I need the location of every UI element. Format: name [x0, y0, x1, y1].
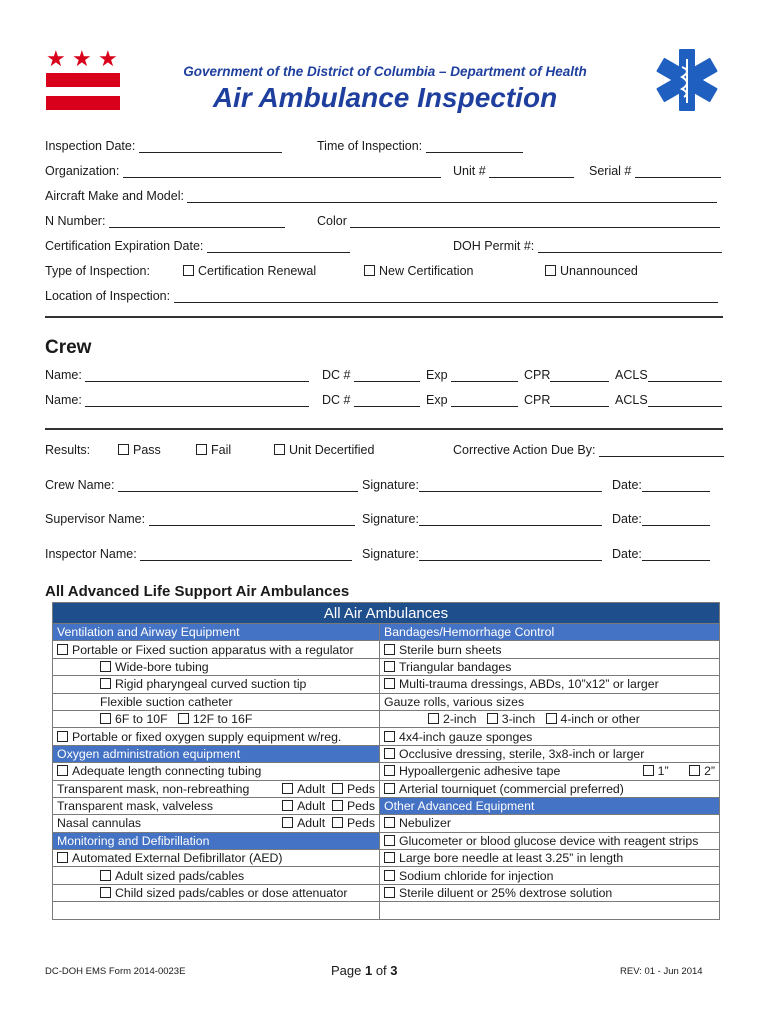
checkbox-icon[interactable] [384, 887, 395, 898]
crew-acls: ACLS [615, 393, 722, 409]
inspection-date-field[interactable] [139, 141, 282, 153]
crew-row: Name: [45, 368, 309, 384]
item-wide-bore[interactable]: Wide-bore tubing [53, 658, 380, 675]
supervisor-name-field[interactable] [149, 514, 355, 526]
checkbox-icon[interactable] [183, 265, 194, 276]
section-oxygen: Oxygen administration equipment [53, 745, 380, 762]
checkbox-icon[interactable] [57, 852, 68, 863]
crew-name-field[interactable] [85, 370, 309, 382]
crew-cpr: CPR [524, 368, 609, 384]
checkbox-icon[interactable] [282, 783, 293, 794]
item-gauze-sizes: 2-inch 3-inch 4-inch or other [380, 710, 720, 727]
checkbox-icon[interactable] [178, 713, 189, 724]
inspector-sig-date-field[interactable] [642, 549, 710, 561]
n-number-row [45, 214, 285, 230]
location-row [45, 289, 718, 305]
item-nebulizer[interactable]: Nebulizer [380, 815, 720, 832]
inspection-date-row [45, 139, 282, 155]
section-monitoring: Monitoring and Defibrillation [53, 832, 380, 849]
inspector-signature: Signature: [362, 547, 602, 563]
form-number: DC-DOH EMS Form 2014-0023E [45, 966, 186, 977]
type-option-new[interactable]: New Certification [364, 264, 473, 280]
color-label: Color [317, 214, 347, 228]
checkbox-icon[interactable] [384, 817, 395, 828]
cert-exp-label: Certification Expiration Date: [45, 239, 204, 253]
supervisor-name-row: Supervisor Name: [45, 512, 355, 528]
time-of-inspection-field[interactable] [426, 141, 523, 153]
checkbox-icon[interactable] [332, 817, 343, 828]
organization-label: Organization: [45, 164, 120, 178]
crew-signature-field[interactable] [419, 480, 602, 492]
checkbox-icon[interactable] [384, 678, 395, 689]
checkbox-icon[interactable] [487, 713, 498, 724]
checkbox-icon[interactable] [364, 265, 375, 276]
checkbox-icon[interactable] [196, 444, 207, 455]
crew-exp-field[interactable] [451, 370, 518, 382]
checkbox-icon[interactable] [100, 678, 111, 689]
divider [45, 316, 723, 318]
unit-label: Unit # [453, 164, 486, 178]
checkbox-icon[interactable] [57, 765, 68, 776]
checkbox-icon[interactable] [282, 800, 293, 811]
crew-exp-field[interactable] [451, 395, 518, 407]
inspector-name-field[interactable] [140, 549, 352, 561]
item-catheter-sizes: 6F to 10F 12F to 16F [53, 710, 380, 727]
unit-row [453, 164, 574, 180]
n-number-field[interactable] [109, 216, 285, 228]
serial-label: Serial # [589, 164, 632, 178]
item-child-pads[interactable]: Child sized pads/cables or dose attenuator [53, 884, 380, 901]
checkbox-icon[interactable] [545, 265, 556, 276]
checkbox-icon[interactable] [384, 783, 395, 794]
empty-cell [53, 902, 380, 919]
section-bandages: Bandages/Hemorrhage Control [380, 624, 720, 641]
section-other: Other Advanced Equipment [380, 797, 720, 814]
checkbox-icon[interactable] [384, 870, 395, 881]
crew-dc-field[interactable] [354, 395, 420, 407]
corrective-action-field[interactable] [599, 445, 724, 457]
equipment-table [52, 602, 720, 920]
checkbox-icon[interactable] [384, 835, 395, 846]
aircraft-label: Aircraft Make and Model: [45, 189, 184, 203]
type-option-unannounced[interactable]: Unannounced [545, 264, 638, 280]
revision: REV: 01 - Jun 2014 [620, 966, 703, 977]
item-suction[interactable]: Portable or Fixed suction apparatus with a regulator [53, 641, 380, 658]
doh-permit-field[interactable] [538, 241, 722, 253]
item-rigid[interactable]: Rigid pharyngeal curved suction tip [53, 676, 380, 693]
item-sponges[interactable]: 4x4-inch gauze sponges [380, 728, 720, 745]
item-needle[interactable]: Large bore needle at least 3.25” in length [380, 850, 720, 867]
flag-star-icon: ★ [72, 46, 92, 71]
time-of-inspection-label: Time of Inspection: [317, 139, 423, 153]
crew-sig-date: Date: [612, 478, 710, 494]
checkbox-icon[interactable] [118, 444, 129, 455]
item-transparent-nonrebreathing: Transparent mask, non-rebreathing Adult Peds [53, 780, 380, 797]
checkbox-icon[interactable] [384, 852, 395, 863]
result-fail[interactable]: Fail [196, 443, 231, 459]
checkbox-icon[interactable] [57, 644, 68, 655]
crew-dc-field[interactable] [354, 370, 420, 382]
doh-permit-label: DOH Permit #: [453, 239, 535, 253]
inspector-signature-field[interactable] [419, 549, 602, 561]
doh-permit-row [453, 239, 722, 255]
supervisor-sig-date-field[interactable] [642, 514, 710, 526]
type-of-inspection-label: Type of Inspection: [45, 264, 150, 278]
als-heading: All Advanced Life Support Air Ambulances [45, 583, 350, 600]
flag-bar-bottom [46, 96, 120, 110]
star-of-life-icon [654, 47, 720, 113]
checkbox-icon[interactable] [282, 817, 293, 828]
item-diluent[interactable]: Sterile diluent or 25% dextrose solution [380, 884, 720, 901]
checkbox-icon[interactable] [332, 783, 343, 794]
corrective-action: Corrective Action Due By: [453, 443, 724, 459]
checkbox-icon[interactable] [274, 444, 285, 455]
crew-name-sig-row: Crew Name: [45, 478, 358, 494]
supervisor-signature-field[interactable] [419, 514, 602, 526]
page-title: Air Ambulance Inspection [212, 82, 558, 113]
checkbox-icon[interactable] [100, 887, 111, 898]
checkbox-icon[interactable] [57, 731, 68, 742]
flag-star-icon: ★ [98, 46, 118, 71]
page-number: Page 1 of 3 [331, 963, 398, 978]
color-field[interactable] [350, 216, 720, 228]
checkbox-icon[interactable] [100, 661, 111, 672]
item-nasal: Nasal cannulas Adult Peds [53, 815, 380, 832]
table-title: All Air Ambulances [53, 603, 720, 624]
item-tape[interactable]: Hypoallergenic adhesive tape 1” 2” [380, 763, 720, 780]
checkbox-icon[interactable] [643, 765, 654, 776]
item-oxygen-portable[interactable]: Portable or fixed oxygen supply equipment w/reg. [53, 728, 380, 745]
crew-signature: Signature: [362, 478, 602, 494]
n-number-label: N Number: [45, 214, 106, 228]
inspector-name-row: Inspector Name: [45, 547, 352, 563]
item-flexible: Flexible suction catheter [53, 693, 380, 710]
checkbox-icon[interactable] [384, 765, 395, 776]
item-burn[interactable]: Sterile burn sheets [380, 641, 720, 658]
crew-dc: DC # [322, 393, 420, 409]
inspector-sig-date: Date: [612, 547, 710, 563]
organization-row [45, 164, 441, 180]
item-tourniquet[interactable]: Arterial tourniquet (commercial preferred) [380, 780, 720, 797]
organization-field[interactable] [123, 166, 441, 178]
crew-sig-date-field[interactable] [642, 480, 710, 492]
crew-acls-field[interactable] [648, 370, 722, 382]
crew-heading: Crew [45, 337, 92, 358]
flag-star-icon: ★ [46, 46, 66, 71]
results-label: Results: [45, 443, 91, 457]
checkbox-icon[interactable] [384, 731, 395, 742]
checkbox-icon[interactable] [100, 713, 111, 724]
location-label: Location of Inspection: [45, 289, 171, 303]
item-adult-pads[interactable]: Adult sized pads/cables [53, 867, 380, 884]
crew-exp: Exp [426, 368, 518, 384]
checkbox-icon[interactable] [332, 800, 343, 811]
unit-field[interactable] [489, 166, 574, 178]
item-glucometer[interactable]: Glucometer or blood glucose device with reagent strips [380, 832, 720, 849]
checkbox-icon[interactable] [100, 870, 111, 881]
item-transparent-valveless: Transparent mask, valveless Adult Peds [53, 797, 380, 814]
crew-cpr: CPR [524, 393, 609, 409]
tape-sizes: 1” 2” [643, 764, 715, 778]
item-aed[interactable]: Automated External Defibrillator (AED) [53, 850, 380, 867]
item-sodium[interactable]: Sodium chloride for injection [380, 867, 720, 884]
checkbox-icon[interactable] [546, 713, 557, 724]
crew-cpr-field[interactable] [550, 395, 609, 407]
item-gauze-rolls: Gauze rolls, various sizes [380, 693, 720, 710]
aircraft-row [45, 189, 717, 205]
crew-cpr-field[interactable] [550, 370, 609, 382]
inspection-date-label: Inspection Date: [45, 139, 136, 153]
agency-name: Government of the District of Columbia – Department of Health [183, 64, 587, 79]
flag-bar-top [46, 73, 120, 87]
divider [45, 428, 723, 430]
supervisor-sig-date: Date: [612, 512, 710, 528]
item-occlusive[interactable]: Occlusive dressing, sterile, 3x8-inch or larger [380, 745, 720, 762]
color-row [317, 214, 720, 230]
type-of-inspection-row [45, 264, 150, 280]
checkbox-icon[interactable] [428, 713, 439, 724]
supervisor-signature: Signature: [362, 512, 602, 528]
cert-exp-row [45, 239, 350, 255]
crew-name-sig-field[interactable] [118, 480, 358, 492]
checkbox-icon[interactable] [689, 765, 700, 776]
checkbox-icon[interactable] [384, 661, 395, 672]
crew-dc: DC # [322, 368, 420, 384]
aircraft-field[interactable] [187, 191, 717, 203]
empty-cell [380, 902, 720, 919]
checkbox-icon[interactable] [384, 644, 395, 655]
time-of-inspection-row [317, 139, 523, 155]
result-pass[interactable]: Pass [118, 443, 161, 459]
crew-row: Name: [45, 393, 309, 409]
serial-row [589, 164, 721, 180]
result-decertified[interactable]: Unit Decertified [274, 443, 374, 459]
item-trauma[interactable]: Multi-trauma dressings, ABDs, 10”x12” or larger [380, 676, 720, 693]
checkbox-icon[interactable] [384, 748, 395, 759]
crew-acls-field[interactable] [648, 395, 722, 407]
crew-exp: Exp [426, 393, 518, 409]
item-connecting[interactable]: Adequate length connecting tubing [53, 763, 380, 780]
serial-field[interactable] [635, 166, 721, 178]
section-ventilation: Ventilation and Airway Equipment [53, 624, 380, 641]
crew-acls: ACLS [615, 368, 722, 384]
location-field[interactable] [174, 291, 718, 303]
crew-name-field[interactable] [85, 395, 309, 407]
item-triangular[interactable]: Triangular bandages [380, 658, 720, 675]
cert-exp-field[interactable] [207, 241, 350, 253]
type-option-renewal[interactable]: Certification Renewal [183, 264, 316, 280]
